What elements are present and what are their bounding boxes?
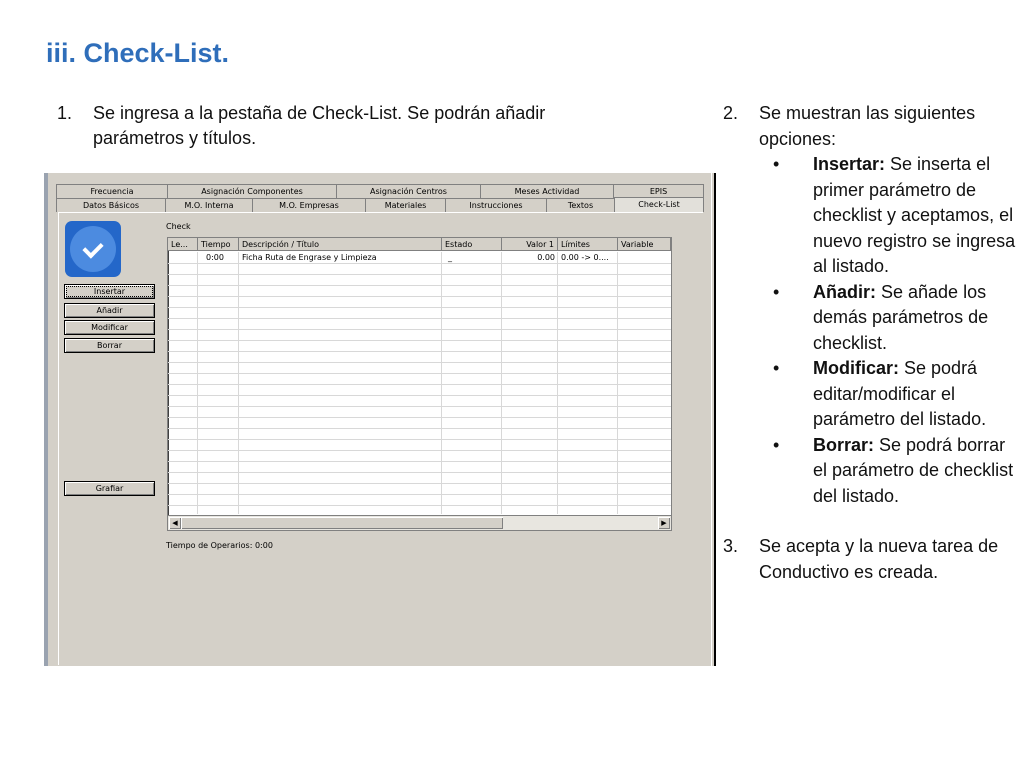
window-right-edge [714, 173, 716, 666]
scroll-left-icon[interactable]: ◀ [169, 517, 181, 529]
grafiar-button[interactable]: Grafiar [64, 481, 155, 496]
app-window-screenshot [44, 173, 716, 666]
step-2 [723, 101, 1023, 152]
grid-line [168, 362, 671, 363]
grid-line [168, 340, 671, 341]
tab-meses-actividad[interactable]: Meses Actividad [480, 184, 614, 198]
scroll-right-icon[interactable]: ▶ [658, 517, 670, 529]
bullet-borrar: • Borrar: Se podrá borrar el parámetro de checklist del listado. [773, 434, 1014, 506]
grid-line [168, 461, 671, 462]
tab-frecuencia[interactable]: Frecuencia [56, 184, 168, 198]
modificar-button[interactable]: Modificar [64, 320, 155, 335]
grid-line [617, 252, 618, 514]
bullet-bold: Modificar: [813, 358, 900, 378]
bullet-bold: Insertar: [813, 154, 886, 174]
grid-line [168, 351, 671, 352]
checklist-table[interactable] [167, 237, 672, 531]
tab-instrucciones[interactable]: Instrucciones [445, 198, 547, 212]
tab-asignacion-centros[interactable]: Asignación Centros [336, 184, 481, 198]
bullet-insertar: • Insertar: Se inserta el primer parámetro de checklist y aceptamos, el nuevo registro se ingresa al listado. [773, 154, 1016, 276]
cell-le [168, 253, 198, 263]
grid-line [168, 417, 671, 418]
tab-asignacion-componentes[interactable]: Asignación Componentes [167, 184, 337, 198]
cell-valor1: 0.00 [537, 253, 555, 262]
column-header-tiempo[interactable]: Tiempo [198, 238, 239, 251]
steps-panel [723, 101, 1023, 585]
slide-title: iii. Check-List. [46, 38, 230, 68]
tab-epis[interactable]: EPIS [613, 184, 704, 198]
borrar-button[interactable]: Borrar [64, 338, 155, 353]
grid-line [168, 318, 671, 319]
tab-mo-interna[interactable]: M.O. Interna [165, 198, 253, 212]
tab-datos-basicos[interactable]: Datos Básicos [56, 198, 166, 212]
tab-check-list[interactable]: Check-List [614, 197, 704, 212]
step-3-number: 3. [723, 536, 739, 556]
bullet-bold: Borrar: [813, 434, 875, 455]
anadir-button[interactable]: Añadir [64, 303, 155, 318]
cell-tiempo: 0:00 [206, 253, 224, 262]
grid-line [168, 483, 671, 484]
scroll-thumb[interactable] [181, 517, 503, 529]
cell-descripcion: Ficha Ruta de Engrase y Limpieza [242, 253, 377, 262]
bullet-text: Se añade los demás parámetros de checklist. [813, 281, 989, 353]
bullet-bold: Añadir: [813, 281, 876, 302]
grid-line [168, 428, 671, 429]
grid-line [238, 252, 239, 514]
grid-line [197, 252, 198, 514]
step-2-text: Se muestran las siguientes opciones: [759, 103, 976, 149]
grid-line [168, 439, 671, 440]
step-2-number: 2. [723, 103, 739, 123]
step-3 [723, 534, 1023, 585]
grid-line [168, 505, 671, 506]
grid-line [168, 296, 671, 297]
grid-line [168, 274, 671, 275]
grid-line [441, 252, 442, 514]
cell-limites: 0.00 -> 0.... [561, 253, 609, 262]
tab-materiales[interactable]: Materiales [365, 198, 446, 212]
bullet-modificar: • Modificar: Se podrá editar/modificar el parámetro del listado. [773, 358, 987, 429]
grid-line [168, 263, 671, 264]
column-header-limites[interactable]: Límites [558, 238, 618, 251]
grid-line [168, 307, 671, 308]
window-right-highlight [711, 173, 712, 666]
column-header-le[interactable]: Le... [168, 238, 198, 251]
step-1-number: 1. [57, 103, 73, 123]
tab-textos[interactable]: Textos [546, 198, 615, 212]
step-1 [57, 101, 577, 151]
window-left-edge [44, 173, 48, 666]
bullet-text: Se inserta el primer parámetro de checklist y aceptamos, el nuevo registro se ingresa al listado. [813, 154, 1016, 276]
cell-variable [618, 253, 671, 263]
checklist-logo-icon [65, 221, 121, 277]
bullet-anadir: • Añadir: Se añade los demás parámetros de checklist. [773, 281, 989, 353]
check-section-label: Check [166, 222, 191, 231]
grid-line [557, 252, 558, 514]
grid-line [168, 406, 671, 407]
grid-line [168, 494, 671, 495]
grid-line [168, 384, 671, 385]
insertar-button[interactable]: Insertar [64, 284, 155, 299]
grid-line [168, 472, 671, 473]
horizontal-scrollbar[interactable] [168, 515, 671, 530]
tab-mo-empresas[interactable]: M.O. Empresas [252, 198, 366, 212]
operator-time-label: Tiempo de Operarios: 0:00 [166, 541, 273, 550]
grid-line [168, 395, 671, 396]
bullet-text: Se podrá editar/modificar el parámetro del listado. [813, 358, 987, 429]
column-header-estado[interactable]: Estado [442, 238, 502, 251]
step-3-text: Se acepta y la nueva tarea de Conductivo es creada. [759, 536, 999, 582]
grid-line [501, 252, 502, 514]
column-header-descripcion[interactable]: Descripción / Título [239, 238, 442, 251]
column-header-variable[interactable]: Variable [618, 238, 671, 251]
step-1-text: Se ingresa a la pestaña de Check-List. Se podrán añadir parámetros y títulos. [93, 103, 546, 148]
grid-line [168, 373, 671, 374]
cell-estado: _ [448, 253, 452, 262]
grid-line [168, 285, 671, 286]
grid-line [168, 450, 671, 451]
grid-line [168, 329, 671, 330]
column-header-valor1[interactable]: Valor 1 [502, 238, 558, 251]
bullet-text: Se podrá borrar el parámetro de checklist del listado. [813, 434, 1014, 506]
